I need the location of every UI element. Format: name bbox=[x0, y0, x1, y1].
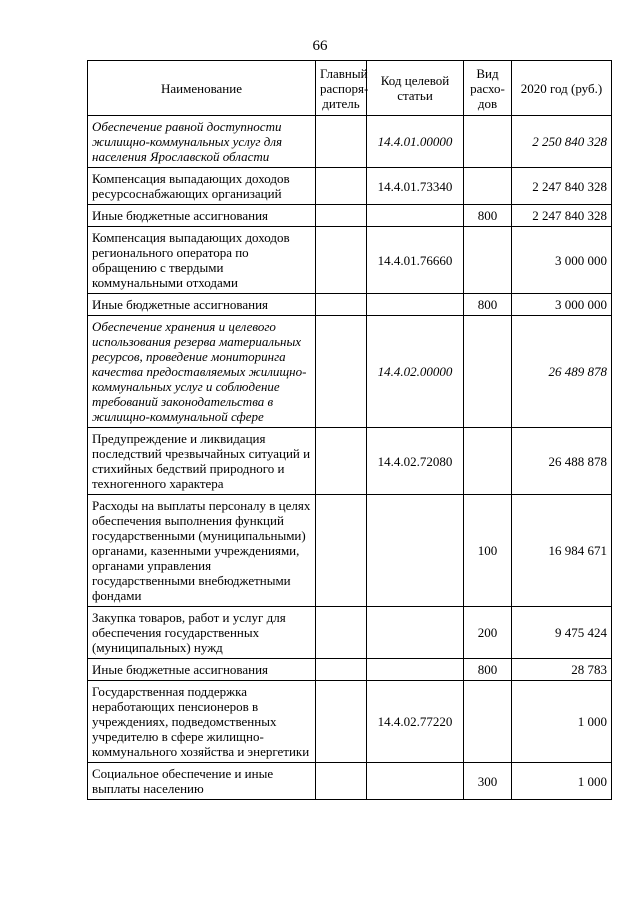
page-number: 66 bbox=[312, 38, 328, 54]
table-row bbox=[88, 227, 612, 294]
header-target-code: Код целевой статьи bbox=[367, 61, 464, 116]
row-expense-type-cell: 300 bbox=[464, 763, 512, 800]
row-main-manager-cell bbox=[316, 294, 367, 316]
table-row bbox=[88, 205, 612, 227]
table-header-row bbox=[88, 61, 612, 116]
row-main-manager-cell bbox=[316, 607, 367, 659]
row-amount-cell: 3 000 000 bbox=[512, 227, 612, 294]
row-main-manager-cell bbox=[316, 681, 367, 763]
row-target-code-cell bbox=[367, 763, 464, 800]
row-name-cell: Иные бюджетные ассигнования bbox=[88, 294, 316, 316]
row-amount-cell: 3 000 000 bbox=[512, 294, 612, 316]
row-amount-cell: 16 984 671 bbox=[512, 495, 612, 607]
row-expense-type-cell: 200 bbox=[464, 607, 512, 659]
row-amount-cell: 2 247 840 328 bbox=[512, 168, 612, 205]
row-main-manager-cell bbox=[316, 116, 367, 168]
table-row bbox=[88, 116, 612, 168]
table-row bbox=[88, 428, 612, 495]
row-name-cell: Обеспечение равной доступности жилищно-коммунальных услуг для населения Ярославской области bbox=[88, 116, 316, 168]
row-amount-cell: 28 783 bbox=[512, 659, 612, 681]
row-amount-cell: 26 488 878 bbox=[512, 428, 612, 495]
row-main-manager-cell bbox=[316, 659, 367, 681]
header-amount-2020: 2020 год (руб.) bbox=[512, 61, 612, 116]
row-target-code-cell bbox=[367, 659, 464, 681]
table-row bbox=[88, 495, 612, 607]
row-expense-type-cell bbox=[464, 681, 512, 763]
row-target-code-cell bbox=[367, 607, 464, 659]
row-target-code-cell: 14.4.01.73340 bbox=[367, 168, 464, 205]
row-expense-type-cell bbox=[464, 227, 512, 294]
row-name-cell: Иные бюджетные ассигнования bbox=[88, 659, 316, 681]
row-target-code-cell bbox=[367, 294, 464, 316]
table-body bbox=[88, 116, 612, 800]
row-target-code-cell: 14.4.01.00000 bbox=[367, 116, 464, 168]
table-row bbox=[88, 607, 612, 659]
table-row bbox=[88, 294, 612, 316]
table-row bbox=[88, 763, 612, 800]
row-expense-type-cell: 800 bbox=[464, 659, 512, 681]
row-main-manager-cell bbox=[316, 763, 367, 800]
table-row bbox=[88, 316, 612, 428]
row-expense-type-cell bbox=[464, 168, 512, 205]
row-expense-type-cell bbox=[464, 428, 512, 495]
row-main-manager-cell bbox=[316, 316, 367, 428]
row-main-manager-cell bbox=[316, 168, 367, 205]
row-name-cell: Закупка товаров, работ и услуг для обеспечения государственных (муниципальных) нужд bbox=[88, 607, 316, 659]
row-amount-cell: 2 247 840 328 bbox=[512, 205, 612, 227]
row-expense-type-cell: 100 bbox=[464, 495, 512, 607]
row-expense-type-cell bbox=[464, 316, 512, 428]
table-row bbox=[88, 681, 612, 763]
row-name-cell: Предупреждение и ликвидация последствий чрезвычайных ситуаций и стихийных бедствий природного и техногенного характера bbox=[88, 428, 316, 495]
header-name: Наименование bbox=[88, 61, 316, 116]
row-name-cell: Социальное обеспечение и иные выплаты населению bbox=[88, 763, 316, 800]
row-target-code-cell: 14.4.01.76660 bbox=[367, 227, 464, 294]
row-amount-cell: 1 000 bbox=[512, 681, 612, 763]
row-expense-type-cell bbox=[464, 116, 512, 168]
row-target-code-cell bbox=[367, 495, 464, 607]
row-main-manager-cell bbox=[316, 205, 367, 227]
row-target-code-cell: 14.4.02.77220 bbox=[367, 681, 464, 763]
table-row bbox=[88, 168, 612, 205]
row-amount-cell: 2 250 840 328 bbox=[512, 116, 612, 168]
row-main-manager-cell bbox=[316, 227, 367, 294]
table-row bbox=[88, 659, 612, 681]
row-amount-cell: 1 000 bbox=[512, 763, 612, 800]
row-name-cell: Государственная поддержка неработающих пенсионеров в учреждениях, подведомственных учредителю в сфере жилищно-коммунального хозяйства и энергетики bbox=[88, 681, 316, 763]
row-amount-cell: 26 489 878 bbox=[512, 316, 612, 428]
header-main-manager: Главный распоря-дитель bbox=[316, 61, 367, 116]
row-main-manager-cell bbox=[316, 495, 367, 607]
budget-table bbox=[87, 60, 612, 800]
row-expense-type-cell: 800 bbox=[464, 294, 512, 316]
row-name-cell: Иные бюджетные ассигнования bbox=[88, 205, 316, 227]
row-name-cell: Обеспечение хранения и целевого использования резерва материальных ресурсов, проведение мониторинга качества предоставляемых жилищно-коммунальных услуг и соблюдение требований законодательства в жилищно-коммунальной сфере bbox=[88, 316, 316, 428]
row-amount-cell: 9 475 424 bbox=[512, 607, 612, 659]
header-expense-type: Вид расхо-дов bbox=[464, 61, 512, 116]
row-name-cell: Компенсация выпадающих доходов регионального оператора по обращению с твердыми коммунальными отходами bbox=[88, 227, 316, 294]
row-main-manager-cell bbox=[316, 428, 367, 495]
row-name-cell: Компенсация выпадающих доходов ресурсоснабжающих организаций bbox=[88, 168, 316, 205]
row-target-code-cell: 14.4.02.72080 bbox=[367, 428, 464, 495]
row-expense-type-cell: 800 bbox=[464, 205, 512, 227]
row-target-code-cell: 14.4.02.00000 bbox=[367, 316, 464, 428]
row-name-cell: Расходы на выплаты персоналу в целях обеспечения выполнения функций государственными (муниципальными) органами, казенными учреждениями, органами управления государственными внебюджетными фондами bbox=[88, 495, 316, 607]
row-target-code-cell bbox=[367, 205, 464, 227]
